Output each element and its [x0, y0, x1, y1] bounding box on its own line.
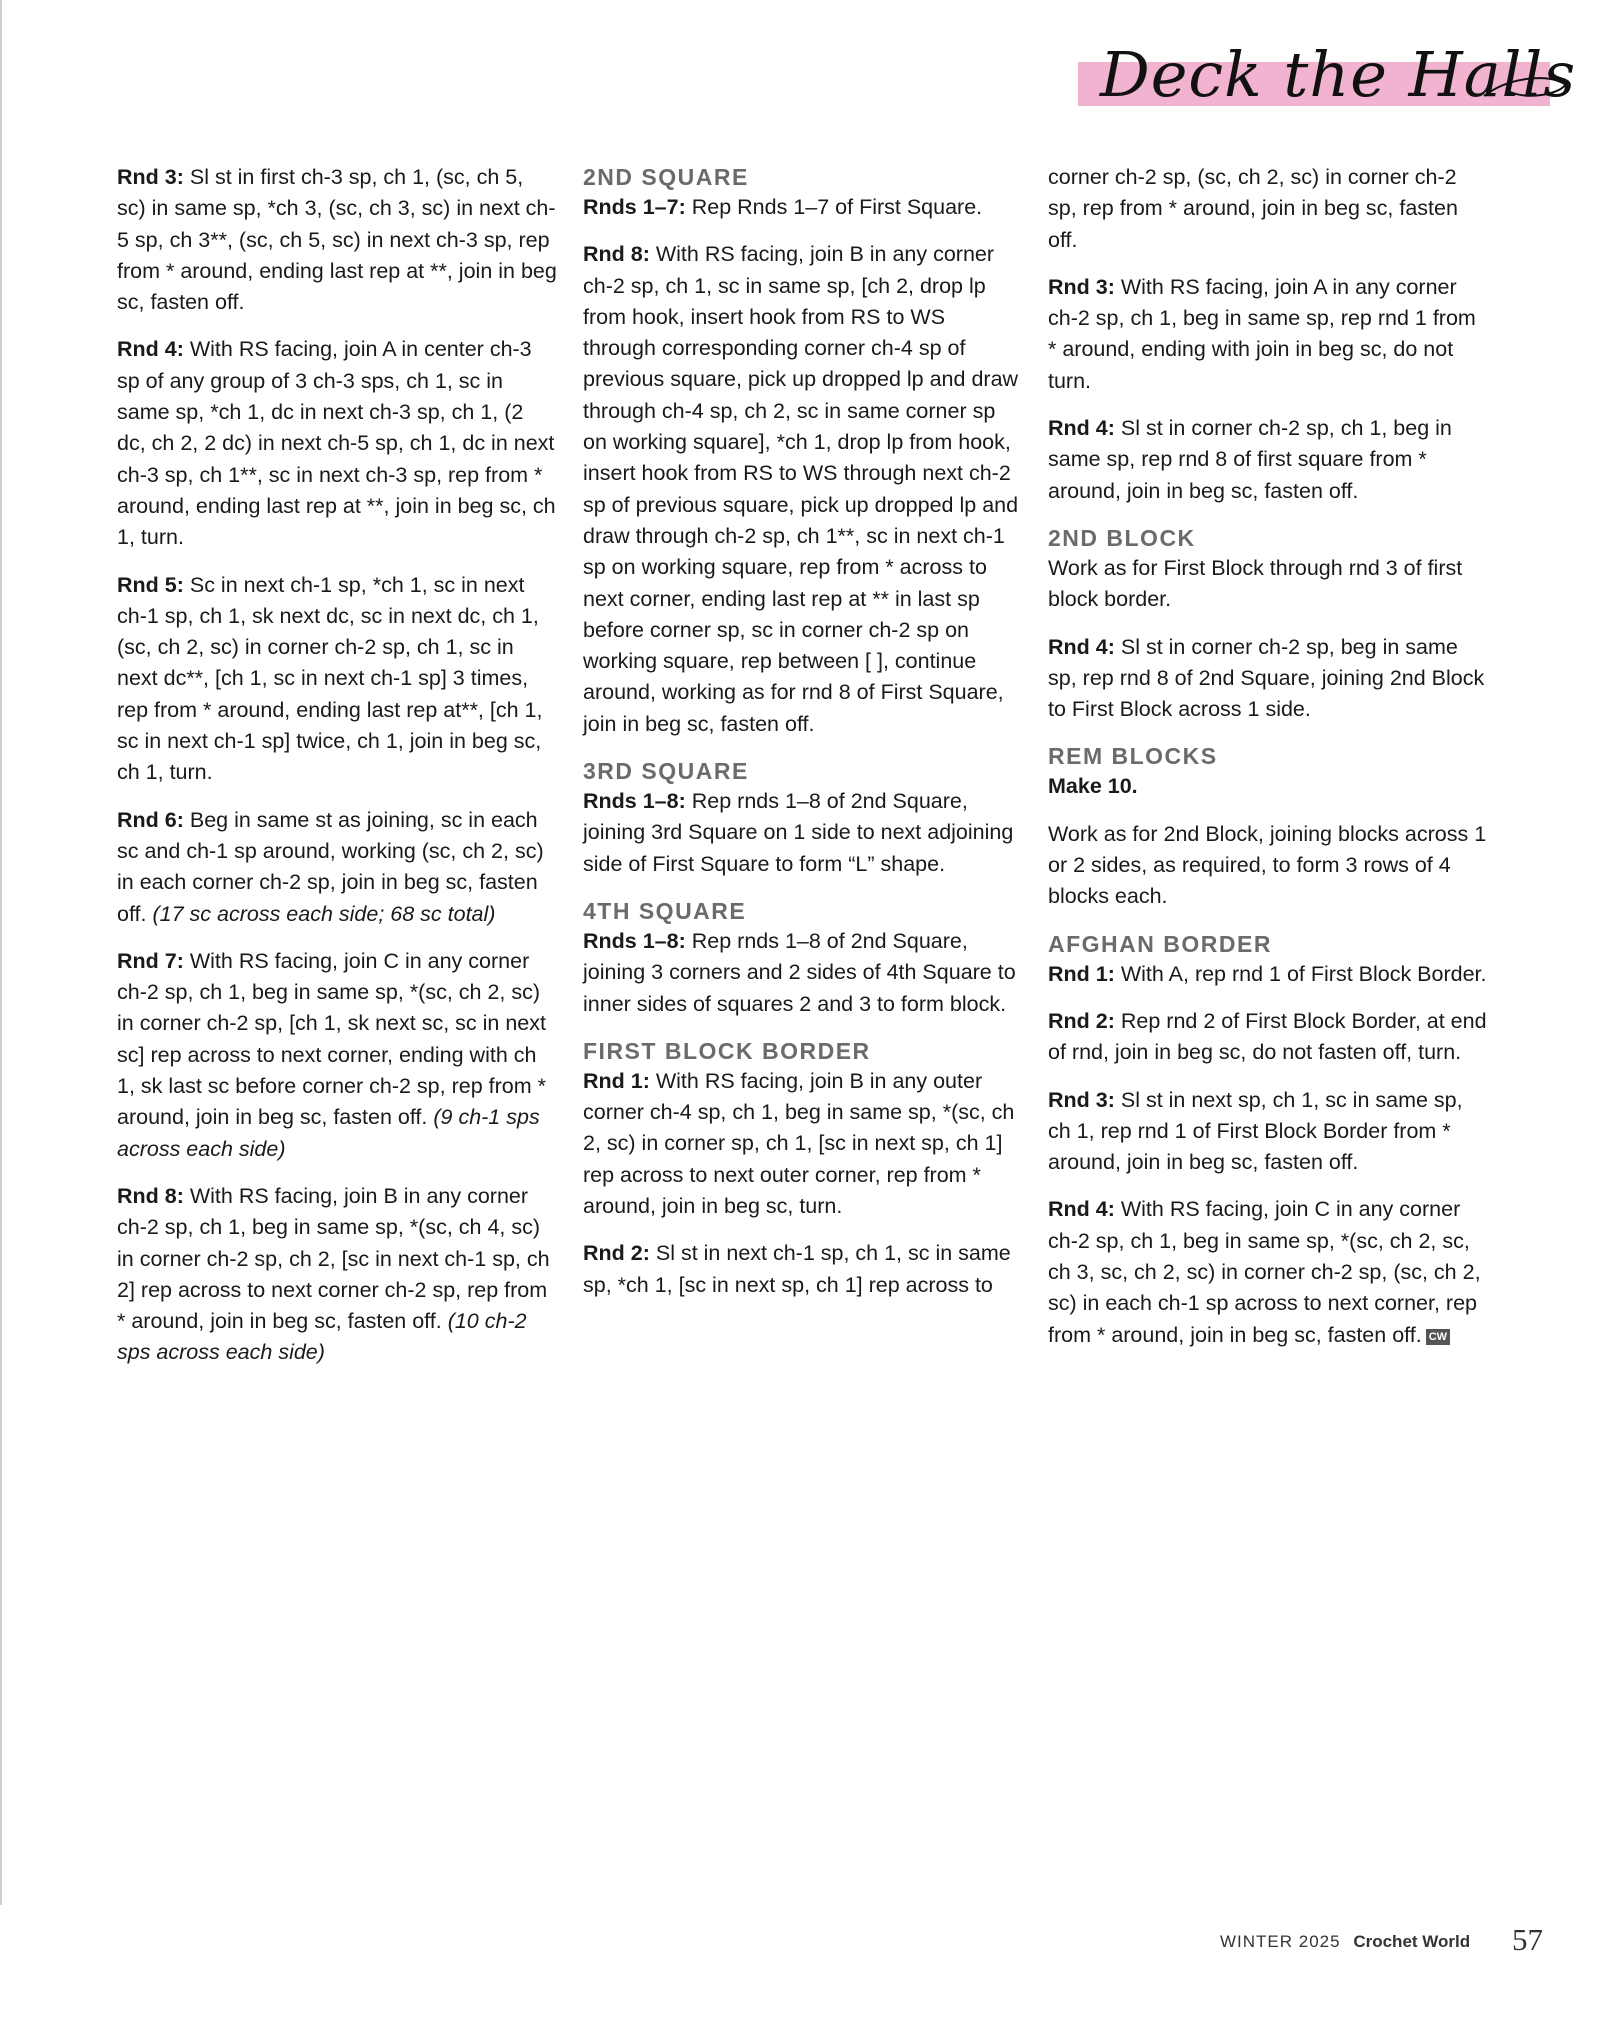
section-heading: 2ND SQUARE [583, 164, 749, 190]
make-count: Make 10. [1048, 774, 1138, 799]
pattern-round: Rnd 1: With RS facing, join B in any outer corner ch-4 sp, ch 1, beg in same sp, *(sc, ch 2, sc) in corner sp, ch 1, [sc in next sp, ch 1] rep across to next outer corner, rep from * around, join in beg sc, turn. [583, 1068, 1015, 1219]
section-heading: 3RD SQUARE [583, 758, 749, 785]
issue-label: WINTER 2025 [1220, 1932, 1341, 1951]
magazine-name: Crochet World [1353, 1932, 1471, 1951]
section-heading: AFGHAN BORDER [1048, 930, 1272, 957]
title-swash-ornament [1480, 70, 1570, 106]
pattern-round: Rnd 7: With RS facing, join C in any corner ch-2 sp, ch 1, beg in same sp, *(sc, ch 2, sc) in corner ch-2 sp, [ch 1, sk next sc, sc in next sc] rep across to next corner, ending with ch 1, sk last sc before corner ch-2 sp, rep from * around, join in beg sc, fasten off. (9 ch-1 sps across each side) [117, 948, 546, 1161]
section-intro: Work as for 2nd Block, joining blocks across 1 or 2 sides, as required, to form 3 rows of 4 blocks each. [1048, 821, 1487, 909]
pattern-round: Rnds 1–8: Rep rnds 1–8 of 2nd Square, joining 3 corners and 2 sides of 4th Square to inner sides of squares 2 and 3 to form block. [583, 928, 1016, 1016]
column-2 [583, 162, 1023, 1317]
pattern-round: Rnd 3: With RS facing, join A in any corner ch-2 sp, ch 1, beg in same sp, rep rnd 1 from * around, ending with join in beg sc, do not turn. [1048, 274, 1476, 393]
section-heading: FIRST BLOCK BORDER [583, 1037, 871, 1064]
pattern-round: Rnd 1: With A, rep rnd 1 of First Block Border. [1048, 961, 1487, 986]
pattern-round: Rnd 5: Sc in next ch-1 sp, *ch 1, sc in next ch-1 sp, ch 1, sk next dc, sc in next dc, ch 1, (sc, ch 2, sc) in corner ch-2 sp, ch 1, sc in next dc**, [ch 1, sc in next ch-1 sp] 3 times, rep from * around, ending last rep at**, [ch 1, sc in next ch-1 sp] twice, ch 1, join in beg sc, ch 1, turn. [117, 572, 543, 785]
pattern-round: Rnd 8: With RS facing, join B in any corner ch-2 sp, ch 1, beg in same sp, *(sc, ch 4, sc) in corner ch-2 sp, ch 2, [sc in next ch-1 sp, ch 2] rep across to next corner ch-2 sp, rep from * around, join in beg sc, fasten off. (10 ch-2 sps across each side) [117, 1183, 550, 1365]
column-1 [117, 162, 557, 1385]
pattern-round: Rnd 4: Sl st in corner ch-2 sp, ch 1, beg in same sp, rep rnd 8 of first square from * around, join in beg sc, fasten off. [1048, 416, 1452, 503]
pattern-round: Rnd 4: Sl st in corner ch-2 sp, beg in same sp, rep rnd 8 of 2nd Square, joining 2nd Block to First Block across 1 side. [1048, 634, 1485, 722]
section-heading: REM BLOCKS [1048, 743, 1218, 770]
pattern-round: Rnd 8: With RS facing, join B in any corner ch-2 sp, ch 1, sc in same sp, [ch 2, drop lp from hook, insert hook from RS to WS through corresponding corner ch-4 sp of previous square, pick up dropped lp and draw through ch-4 sp, ch 2, sc in same corner sp on working square], *ch 1, drop lp from hook, insert hook from RS to WS through next ch-2 sp of previous square, pick up dropped lp and draw through ch-2 sp, ch 1**, sc in next ch-1 sp on working square, rep from * across to next corner, ending last rep at ** in last sp before corner sp, sc in corner ch-2 sp on working square, rep between [ ], continue around, working as for rnd 8 of First Square, join in beg sc, fasten off. [583, 242, 1019, 736]
section-heading: 2ND BLOCK [1048, 524, 1196, 551]
pattern-round: Rnd 4: With RS facing, join C in any corner ch-2 sp, ch 1, beg in same sp, *(sc, ch 2, sc, ch 3, sc, ch 2, sc) in corner ch-2 sp, (sc, ch 2, sc) in each ch-1 sp across to next corner, rep from * around, join in beg sc, fasten off. CW [1048, 1197, 1481, 1347]
pattern-round: Rnd 3: Sl st in first ch-3 sp, ch 1, (sc, ch 5, sc) in same sp, *ch 3, (sc, ch 3, sc) in next ch-5 sp, ch 3**, (sc, ch 5, sc) in next ch-3 sp, rep from * around, ending last rep at **, join in beg sc, fasten off. [117, 165, 557, 315]
page-footer [1220, 1922, 1543, 1957]
pattern-continued-text: corner ch-2 sp, (sc, ch 2, sc) in corner ch-2 sp, rep from * around, join in beg sc, fasten off. [1048, 165, 1458, 252]
pattern-round: Rnd 2: Sl st in next ch-1 sp, ch 1, sc in same sp, *ch 1, [sc in next sp, ch 1] rep across to [583, 1241, 1011, 1297]
pattern-round: Rnd 3: Sl st in next sp, ch 1, sc in same sp, ch 1, rep rnd 1 of First Block Border from * around, join in beg sc, fasten off. [1048, 1087, 1463, 1175]
pattern-round: Rnds 1–8: Rep rnds 1–8 of 2nd Square, joining 3rd Square on 1 side to next adjoining side of First Square to form “L” shape. [583, 789, 1014, 876]
pattern-round: Rnd 6: Beg in same st as joining, sc in each sc and ch-1 sp around, working (sc, ch 2, sc) in each corner ch-2 sp, join in beg sc, fasten off. (17 sc across each side; 68 sc total) [117, 807, 544, 926]
cw-end-badge: CW [1426, 1329, 1450, 1345]
page-number: 57 [1512, 1922, 1543, 1957]
column-3 [1048, 162, 1488, 1367]
section-intro: Work as for First Block through rnd 3 of first block border. [1048, 555, 1463, 612]
pattern-round: Rnd 2: Rep rnd 2 of First Block Border, at end of rnd, join in beg sc, do not fasten off, turn. [1048, 1008, 1487, 1065]
page-edge-rule [0, 0, 2, 1905]
section-title: Deck the Halls [1100, 38, 1577, 111]
section-heading: 4TH SQUARE [583, 897, 747, 924]
pattern-round: Rnd 4: With RS facing, join A in center ch-3 sp of any group of 3 ch-3 sps, ch 1, sc in same sp, *ch 1, dc in next ch-3 sp, ch 1, (2 dc, ch 2, 2 dc) in next ch-5 sp, ch 1, dc in next ch-3 sp, ch 1**, sc in next ch-3 sp, rep from * around, ending last rep at **, join in beg sc, ch 1, turn. [117, 337, 556, 550]
pattern-round: Rnds 1–7: Rep Rnds 1–7 of First Square. [583, 195, 983, 219]
